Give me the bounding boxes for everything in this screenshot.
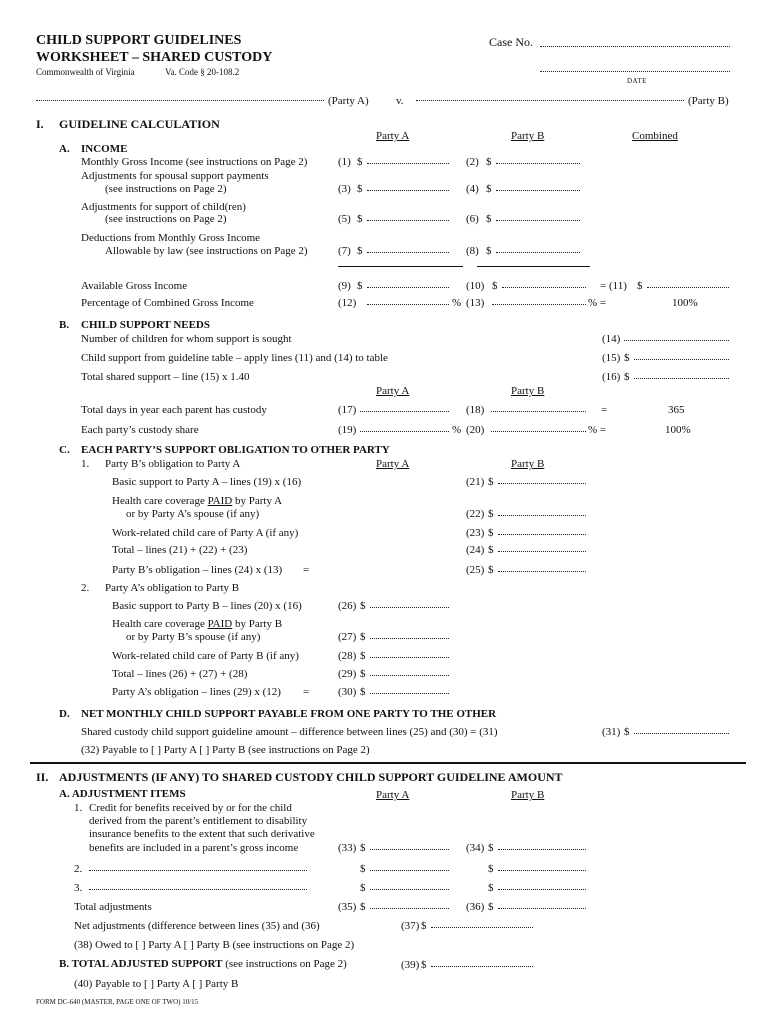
basic-support-to-a-label: Basic support to Party A – lines (19) x (16) (112, 476, 302, 488)
child-support-adjustment-note: (see instructions on Page 2) (105, 213, 227, 225)
available-gross-income-label: Available Gross Income (81, 280, 188, 292)
line-9-field[interactable] (367, 279, 449, 291)
party-b-name-field[interactable] (416, 92, 684, 104)
line-14-field[interactable] (624, 332, 729, 344)
column-party-a: Party A (376, 130, 410, 142)
dollar-sign: $ (360, 600, 366, 612)
party-b-obligation-heading: Party B’s obligation to Party A (105, 458, 241, 470)
line-15-label: (15) (602, 352, 621, 364)
item-2-description-field[interactable] (89, 862, 307, 874)
column-party-b: Party B (511, 385, 545, 397)
credit-description-line4: benefits are included in a parent’s gross income (89, 842, 299, 854)
line-12-label: (12) (338, 297, 357, 309)
line-35-field[interactable] (370, 900, 449, 912)
line-1-field[interactable] (367, 155, 449, 167)
line-11-label: = (11) (600, 280, 627, 292)
party-b-caption: (Party B) (688, 95, 729, 107)
dollar-sign: $ (360, 631, 366, 643)
adjustment-items-heading: A. ADJUSTMENT ITEMS (59, 788, 186, 800)
work-child-care-b-label: Work-related child care of Party B (if any) (112, 650, 299, 662)
column-party-a: Party A (376, 789, 410, 801)
line-37-label: (37) (401, 920, 420, 932)
party-a-obligation-heading: Party A’s obligation to Party B (105, 582, 240, 594)
date-field[interactable] (540, 63, 730, 75)
line-30-field[interactable] (370, 685, 449, 697)
credit-item-number: 1. (74, 802, 83, 814)
commonwealth-label: Commonwealth of Virginia (36, 67, 135, 77)
dollar-sign: $ (637, 280, 643, 292)
dollar-sign: $ (486, 183, 492, 195)
line-3-label: (3) (338, 183, 351, 195)
line-10-label: (10) (466, 280, 485, 292)
party-b-obligation-label: Party B’s obligation – lines (24) x (13) (112, 564, 283, 576)
guideline-table-label: Child support from guideline table – apply lines (11) and (14) to table (81, 352, 388, 364)
dollar-sign: $ (360, 882, 366, 894)
column-combined: Combined (632, 130, 678, 142)
section-divider (30, 762, 746, 764)
line-29-field[interactable] (370, 667, 449, 679)
child-support-adjustment-label: Adjustments for support of child(ren) (81, 201, 246, 213)
line-22-label: (22) (466, 508, 485, 520)
dollar-sign: $ (488, 842, 494, 854)
health-care-a-label: Health care coverage PAID by Party A (112, 495, 283, 507)
work-child-care-a-label: Work-related child care of Party A (if any) (112, 527, 299, 539)
line-31-field[interactable] (634, 725, 729, 737)
number-of-children-label: Number of children for whom support is sought (81, 333, 292, 345)
dollar-sign: $ (421, 920, 427, 932)
dollar-sign: $ (360, 842, 366, 854)
item-2-party-b-field[interactable] (498, 862, 586, 874)
line-23-field[interactable] (498, 526, 586, 538)
dollar-sign: $ (357, 280, 363, 292)
dollar-sign: $ (488, 508, 494, 520)
line-25-label: (25) (466, 564, 485, 576)
line-27-label: (27) (338, 631, 357, 643)
section-1-title: GUIDELINE CALCULATION (59, 117, 220, 131)
line-8-label: (8) (466, 245, 479, 257)
line-4-field[interactable] (496, 182, 580, 194)
dollar-sign: $ (360, 863, 366, 875)
percent-equals: % = (588, 424, 607, 436)
equals-sign: = (601, 404, 608, 416)
line-13-field[interactable] (492, 296, 586, 308)
dollar-sign: $ (488, 882, 494, 894)
line-4-label: (4) (466, 183, 479, 195)
dollar-sign: $ (488, 544, 494, 556)
dollar-sign: $ (488, 901, 494, 913)
dollar-sign: $ (360, 901, 366, 913)
dollar-sign: $ (624, 726, 630, 738)
column-party-b: Party B (511, 458, 545, 470)
line-19-label: (19) (338, 424, 357, 436)
dollar-sign: $ (486, 245, 492, 257)
column-party-b: Party B (511, 789, 545, 801)
line-7-label: (7) (338, 245, 351, 257)
line-28-field[interactable] (370, 649, 449, 661)
basic-support-to-b-label: Basic support to Party B – lines (20) x (16) (112, 600, 302, 612)
combined-percentage-value: 100% (672, 297, 698, 309)
line-34-field[interactable] (498, 841, 586, 853)
party-a-caption: (Party A) (328, 95, 369, 107)
versus-label: v. (396, 95, 404, 107)
health-care-b-label: Health care coverage PAID by Party B (112, 618, 283, 630)
line-18-field[interactable] (491, 403, 586, 415)
line-5-label: (5) (338, 213, 351, 225)
line-20-label: (20) (466, 424, 485, 436)
line-31-label: (31) (602, 726, 621, 738)
line-15-field[interactable] (634, 351, 729, 363)
credit-description-line1: Credit for benefits received by or for the child (89, 802, 292, 814)
line-39-field[interactable] (431, 958, 533, 970)
line-6-field[interactable] (496, 212, 580, 224)
line-36-field[interactable] (498, 900, 586, 912)
line-7-field[interactable] (367, 244, 449, 256)
spousal-adjustment-note: (see instructions on Page 2) (105, 183, 227, 195)
line-3-field[interactable] (367, 182, 449, 194)
total-share-value: 100% (665, 424, 691, 436)
dollar-sign: $ (357, 245, 363, 257)
line-33-label: (33) (338, 842, 357, 854)
case-no-field[interactable] (540, 38, 730, 50)
item-3-party-b-field[interactable] (498, 881, 586, 893)
item-2-party-a-field[interactable] (370, 862, 449, 874)
credit-description-line2: derived from the parent’s entitlement to disability (89, 815, 308, 827)
subtotal-rule-party-a (338, 266, 463, 267)
total-21-23-label: Total – lines (21) + (22) + (23) (112, 544, 248, 556)
line-5-field[interactable] (367, 212, 449, 224)
line-10-field[interactable] (502, 279, 586, 291)
dollar-sign: $ (421, 959, 427, 971)
dollar-sign: $ (360, 668, 366, 680)
dollar-sign: $ (488, 476, 494, 488)
line-14-label: (14) (602, 333, 621, 345)
item-2-number: 2. (74, 863, 83, 875)
form-title-line2: WORKSHEET – SHARED CUSTODY (36, 50, 273, 65)
line-20-field[interactable] (491, 423, 586, 435)
total-days-value: 365 (668, 404, 685, 416)
column-party-a: Party A (376, 385, 410, 397)
subsection-a-letter: A. (59, 143, 70, 155)
subitem-1-number: 1. (81, 458, 90, 470)
support-obligation-heading: EACH PARTY’S SUPPORT OBLIGATION TO OTHER PARTY (81, 444, 390, 456)
line-2-field[interactable] (496, 155, 580, 167)
line-9-label: (9) (338, 280, 351, 292)
dollar-sign: $ (486, 213, 492, 225)
custody-share-label: Each party’s custody share (81, 424, 199, 436)
line-24-field[interactable] (498, 543, 586, 555)
total-adjustments-label: Total adjustments (74, 901, 152, 913)
line-37-field[interactable] (431, 919, 533, 931)
line-21-label: (21) (466, 476, 485, 488)
percent-sign: % (452, 297, 462, 309)
spousal-adjustment-label: Adjustments for spousal support payments (81, 170, 269, 182)
dollar-sign: $ (360, 686, 366, 698)
dollar-sign: $ (357, 156, 363, 168)
income-heading: INCOME (81, 143, 128, 155)
dollar-sign: $ (357, 183, 363, 195)
date-label: DATE (627, 77, 647, 85)
health-care-b-spouse-label: or by Party B’s spouse (if any) (126, 631, 261, 643)
percentage-combined-label: Percentage of Combined Gross Income (81, 297, 254, 309)
subsection-b-letter: B. (59, 319, 70, 331)
line-6-label: (6) (466, 213, 479, 225)
section-1-number: I. (36, 117, 44, 131)
section-2-number: II. (36, 770, 49, 784)
line-22-field[interactable] (498, 507, 586, 519)
line-33-field[interactable] (370, 841, 449, 853)
line-24-label: (24) (466, 544, 485, 556)
net-adjustments-label: Net adjustments (difference between lines (35) and (36) (74, 920, 320, 932)
va-code-label: Va. Code § 20-108.2 (165, 67, 240, 77)
line-23-label: (23) (466, 527, 485, 539)
payable-to-checkboxes[interactable]: (32) Payable to [ ] Party A [ ] Party B (see instructions on Page 2) (81, 744, 370, 756)
owed-to-checkboxes[interactable]: (38) Owed to [ ] Party A [ ] Party B (see instructions on Page 2) (74, 939, 355, 951)
equals-sign: = (303, 564, 310, 576)
dollar-sign: $ (360, 650, 366, 662)
line-34-label: (34) (466, 842, 485, 854)
net-monthly-support-heading: NET MONTHLY CHILD SUPPORT PAYABLE FROM ONE PARTY TO THE OTHER (81, 708, 497, 720)
total-26-28-label: Total – lines (26) + (27) + (28) (112, 668, 248, 680)
line-21-field[interactable] (498, 475, 586, 487)
column-party-b: Party B (511, 130, 545, 142)
section-2-title: ADJUSTMENTS (IF ANY) TO SHARED CUSTODY CHILD SUPPORT GUIDELINE AMOUNT (59, 770, 563, 784)
health-care-a-spouse-label: or by Party A’s spouse (if any) (126, 508, 260, 520)
line-8-field[interactable] (496, 244, 580, 256)
line-12-field[interactable] (367, 296, 449, 308)
column-party-a: Party A (376, 458, 410, 470)
case-no-label: Case No. (489, 35, 533, 49)
dollar-sign: $ (624, 371, 630, 383)
subtotal-rule-party-b (477, 266, 590, 267)
deductions-note: Allowable by law (see instructions on Page 2) (105, 245, 308, 257)
total-adjusted-support-heading: B. TOTAL ADJUSTED SUPPORT (see instructions on Page 2) (59, 958, 347, 970)
dollar-sign: $ (488, 527, 494, 539)
subitem-2-number: 2. (81, 582, 90, 594)
form-title-line1: CHILD SUPPORT GUIDELINES (36, 33, 242, 48)
dollar-sign: $ (486, 156, 492, 168)
line-25-field[interactable] (498, 563, 586, 575)
custody-days-label: Total days in year each parent has custody (81, 404, 267, 416)
item-3-party-a-field[interactable] (370, 881, 449, 893)
monthly-gross-income-label: Monthly Gross Income (see instructions on Page 2) (81, 156, 308, 168)
line-35-label: (35) (338, 901, 357, 913)
line-30-label: (30) (338, 686, 357, 698)
line-39-label: (39) (401, 959, 420, 971)
total-shared-support-label: Total shared support – line (15) x 1.40 (81, 371, 250, 383)
dollar-sign: $ (488, 564, 494, 576)
dollar-sign: $ (492, 280, 498, 292)
line-1-label: (1) (338, 156, 351, 168)
item-3-description-field[interactable] (89, 881, 307, 893)
form-footer: FORM DC-640 (MASTER, PAGE ONE OF TWO) 10/15 (36, 998, 199, 1006)
line-16-label: (16) (602, 371, 621, 383)
line-27-field[interactable] (370, 630, 449, 642)
line-29-label: (29) (338, 668, 357, 680)
dollar-sign: $ (488, 863, 494, 875)
percent-sign: % (452, 424, 462, 436)
percent-equals: % = (588, 297, 607, 309)
line-17-field[interactable] (360, 403, 449, 415)
party-a-obligation-label: Party A’s obligation – lines (29) x (12) (112, 686, 281, 698)
deductions-label: Deductions from Monthly Gross Income (81, 232, 261, 244)
line-18-label: (18) (466, 404, 485, 416)
final-payable-checkboxes[interactable]: (40) Payable to [ ] Party A [ ] Party B (74, 978, 239, 990)
line-17-label: (17) (338, 404, 357, 416)
line-36-label: (36) (466, 901, 485, 913)
line-28-label: (28) (338, 650, 357, 662)
dollar-sign: $ (624, 352, 630, 364)
credit-description-line3: insurance benefits to the extent that such derivative (89, 828, 315, 840)
shared-custody-amount-label: Shared custody child support guideline amount – difference between lines (25) and (30) = (31) (81, 726, 498, 738)
line-26-field[interactable] (370, 599, 449, 611)
line-19-field[interactable] (360, 423, 449, 435)
line-26-label: (26) (338, 600, 357, 612)
line-11-field[interactable] (647, 279, 729, 291)
dollar-sign: $ (357, 213, 363, 225)
child-support-needs-heading: CHILD SUPPORT NEEDS (81, 319, 210, 331)
subsection-c-letter: C. (59, 444, 70, 456)
equals-sign: = (303, 686, 310, 698)
line-13-label: (13) (466, 297, 485, 309)
subsection-d-letter: D. (59, 708, 70, 720)
party-a-name-field[interactable] (36, 92, 324, 104)
line-2-label: (2) (466, 156, 479, 168)
line-16-field[interactable] (634, 370, 729, 382)
item-3-number: 3. (74, 882, 83, 894)
